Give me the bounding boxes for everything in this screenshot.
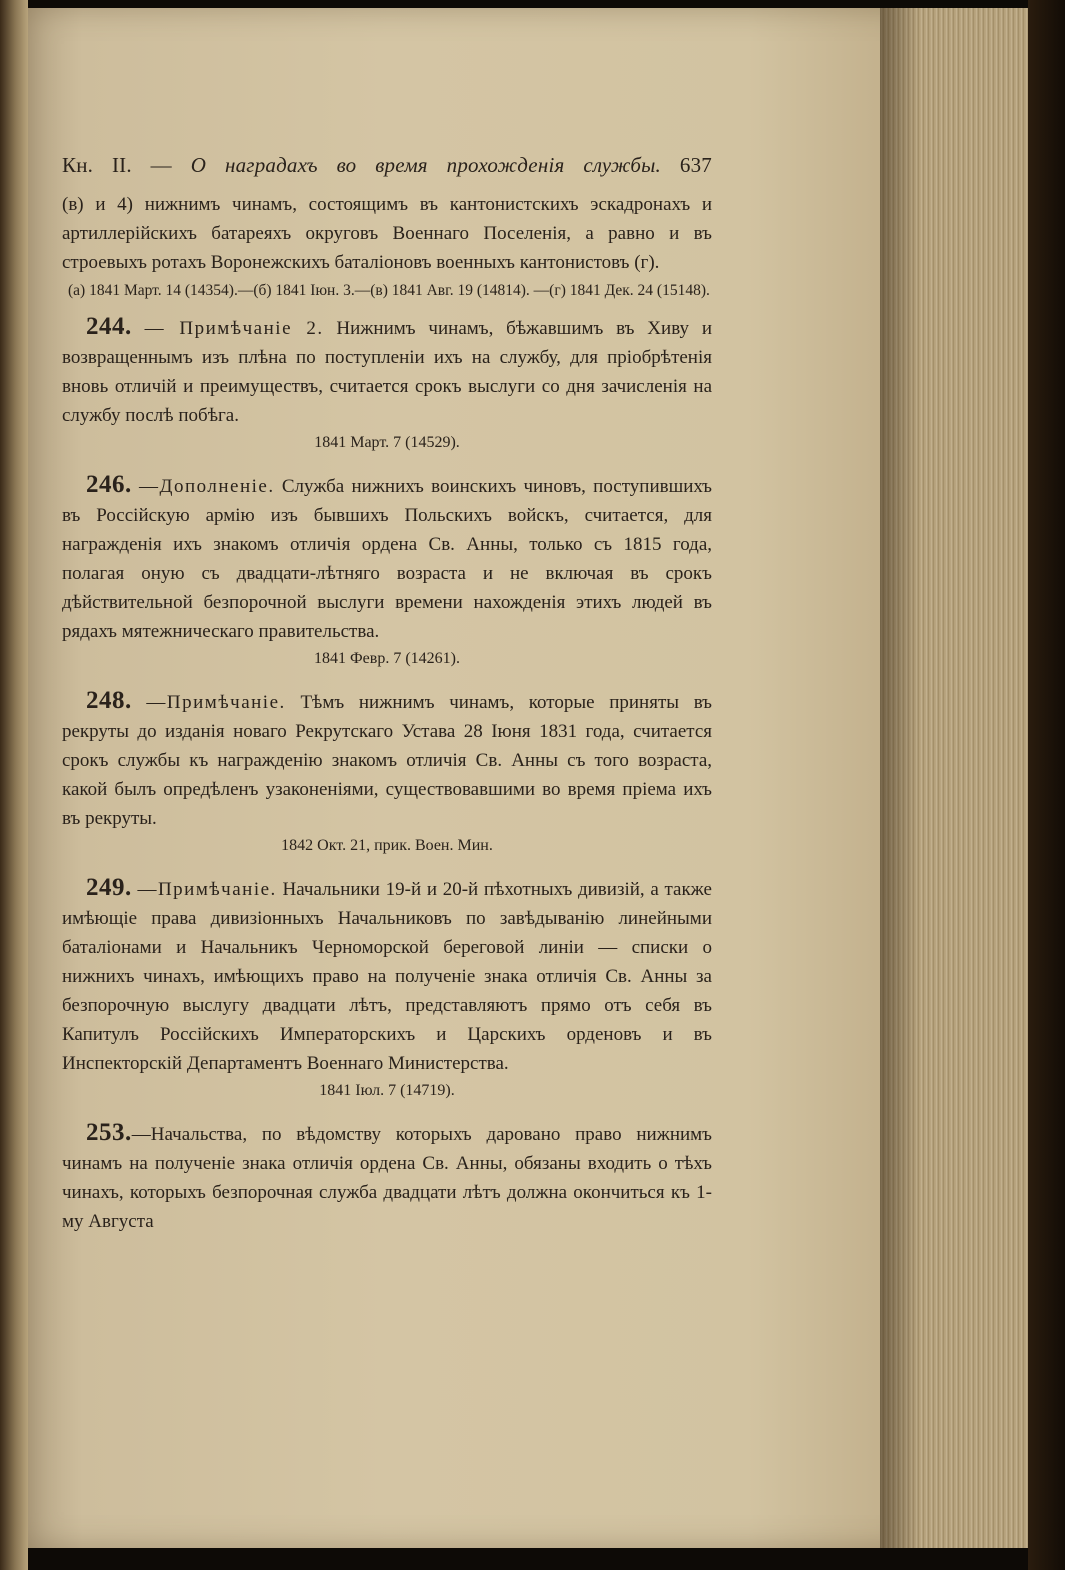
article-246 <box>62 470 712 672</box>
article-source: 1841 Февр. 7 (14261). <box>314 650 460 667</box>
header-title: О наградахъ во время прохожденія службы. <box>190 153 662 177</box>
article-249 <box>62 873 712 1104</box>
page-gutter-shadow <box>880 8 920 1548</box>
article-source: 1841 Март. 7 (14529). <box>314 434 460 451</box>
article-label: —Примѣчаніе. <box>137 879 277 900</box>
article-paragraph <box>62 1118 712 1236</box>
header-book: Кн. II. — <box>62 153 172 177</box>
article-text: Служба нижнихъ воинскихъ чиновъ, поступившихъ въ Россійскую армію изъ бывшихъ Польскихъ войскъ, считается, для награжденія ихъ знакомъ отличія ордена Св. Анны, только съ 1815 года, полагая оную съ двадцати-лѣтняго возраста и не включая въ срокъ дѣйствительной безпорочной выслуги времени нахожденія этихъ людей въ рядахъ мятежническаго правительства. <box>62 476 713 642</box>
intro-paragraph: (в) и 4) нижнимъ чинамъ, состоящимъ въ кантонистскихъ эскадронахъ и артиллерійскихъ батареяхъ округовъ Военнаго Поселенія, а равно и въ строевыхъ ротахъ Воронежскихъ баталіоновъ военныхъ кантонистовъ (г). <box>62 194 712 273</box>
article-number: 249. <box>86 874 132 901</box>
article-label: — <box>131 1124 151 1145</box>
article-paragraph <box>62 312 712 430</box>
article-text: Тѣмъ нижнимъ чинамъ, которые приняты въ рекруты до изданія новаго Рекрутскаго Устава 28 Іюня 1831 года, считается срокъ службы къ награжденію знакомъ отличія Св. Анны съ того возраста, какой былъ опредѣленъ узаконеніями, существовавшими во время пріема ихъ въ рекруты. <box>62 692 713 829</box>
article-source: 1841 Іюл. 7 (14719). <box>319 1082 455 1099</box>
article-text: Начальники 19-й и 20-й пѣхотныхъ дивизій, а также имѣющіе права дивизіонныхъ Начальниковъ по завѣдыванію линейными баталіонами и Начальникъ Черноморской береговой линіи — списки о нижнихъ чинахъ, имѣющихъ право на полученіе знака отличія Св. Анны за безпорочную выслугу двадцати лѣтъ, представляютъ прямо отъ себя въ Капитулъ Россійскихъ Императорскихъ и Царскихъ орденовъ и въ Инспекторскій Департаментъ Военнаго Министерства. <box>62 879 712 1074</box>
book-cover-edge <box>1028 0 1065 1570</box>
article-number: 253. <box>86 1119 132 1146</box>
article-number: 248. <box>86 687 132 714</box>
article-paragraph <box>62 686 712 833</box>
intro-note: (а) 1841 Март. 14 (14354).—(б) 1841 Іюн. 3.—(в) 1841 Авг. 19 (14814). —(г) 1841 Дек. 24 (15148). <box>68 282 710 299</box>
article-paragraph <box>62 873 712 1078</box>
article-244 <box>62 312 712 456</box>
article-248 <box>62 686 712 859</box>
article-paragraph <box>62 470 712 646</box>
page-number: 637 <box>679 153 712 177</box>
article-text: Нижнимъ чинамъ, бѣжавшимъ въ Хиву и возвращеннымъ изъ плѣна по поступленіи ихъ на службу, для пріобрѣтенія вновь отличій и преимуществъ, считается срокъ выслуги со дня зачисленія на службу послѣ побѣга. <box>62 318 712 426</box>
article-number: 244. <box>86 313 132 340</box>
page-text <box>62 150 712 1236</box>
article-source: 1842 Окт. 21, прик. Воен. Мин. <box>281 837 493 854</box>
article-label: — Примѣчаніе 2. <box>144 318 324 339</box>
article-label: —Дополненіе. <box>139 476 275 497</box>
running-header <box>62 150 712 180</box>
adjacent-page-edge <box>0 0 28 1570</box>
article-number: 246. <box>86 471 132 498</box>
article-253 <box>62 1118 712 1236</box>
article-text: Начальства, по вѣдомству которыхъ даровано право нижнимъ чинамъ на полученіе знака отличія ордена Св. Анны, обязаны входить о тѣхъ чинахъ, которыхъ безпорочная служба двадцати лѣтъ должна окончиться къ 1-му Августа <box>62 1124 712 1232</box>
article-label: —Примѣчаніе. <box>146 692 286 713</box>
